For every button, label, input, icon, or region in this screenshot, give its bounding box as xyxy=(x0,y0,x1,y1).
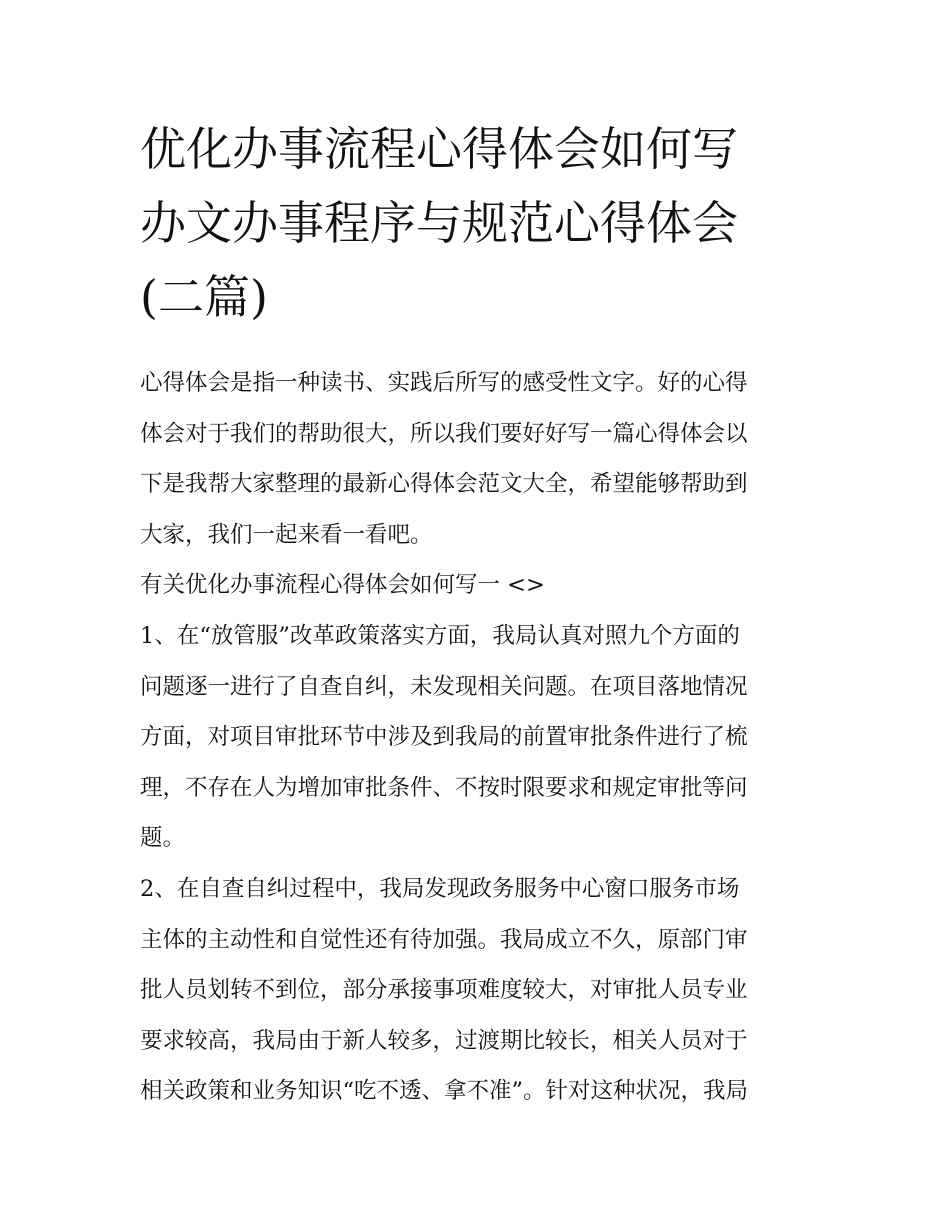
document-title xyxy=(140,112,820,334)
text-line: 1、在“放管服”改革政策落实方面，我局认真对照九个方面的 xyxy=(140,622,740,649)
item-1-paragraph xyxy=(140,611,820,864)
text-line: 有关优化办事流程心得体会如何写一 <> xyxy=(140,572,545,599)
text-line: 体会对于我们的帮助很大，所以我们要好好写一篇心得体会以 xyxy=(140,420,748,447)
text-line: 批人员划转不到位，部分承接事项难度较大，对审批人员专业 xyxy=(140,977,748,1004)
text-line: 要求较高，我局由于新人较多，过渡期比较长，相关人员对于 xyxy=(140,1027,748,1054)
text-line: 心得体会是指一种读书、实践后所写的感受性文字。好的心得 xyxy=(140,370,748,396)
intro-paragraph xyxy=(140,358,820,560)
text-line: 下是我帮大家整理的最新心得体会范文大全，希望能够帮助到 xyxy=(140,471,748,498)
text-line: 主体的主动性和自觉性还有待加强。我局成立不久，原部门审 xyxy=(140,926,748,953)
item-2-paragraph xyxy=(140,864,820,1117)
section-heading xyxy=(140,560,820,611)
text-line: 问题逐一进行了自查自纠，未发现相关问题。在项目落地情况 xyxy=(140,673,748,700)
title-line-3: (二篇) xyxy=(140,270,268,324)
title-line-2: 办文办事程序与规范心得体会 xyxy=(140,196,738,250)
title-line-1: 优化办事流程心得体会如何写 xyxy=(140,122,738,176)
text-line: 大家，我们一起来看一看吧。 xyxy=(140,521,433,548)
text-line: 2、在自查自纠过程中，我局发现政务服务中心窗口服务市场 xyxy=(140,875,740,902)
text-line: 理，不存在人为增加审批条件、不按时限要求和规定审批等问 xyxy=(140,774,748,801)
text-line: 相关政策和业务知识“吃不透、拿不准”。针对这种状况，我局 xyxy=(140,1078,749,1105)
text-line: 题。 xyxy=(140,825,186,852)
document-body xyxy=(140,358,820,1117)
text-line: 方面，对项目审批环节中涉及到我局的前置审批条件进行了梳 xyxy=(140,724,748,751)
